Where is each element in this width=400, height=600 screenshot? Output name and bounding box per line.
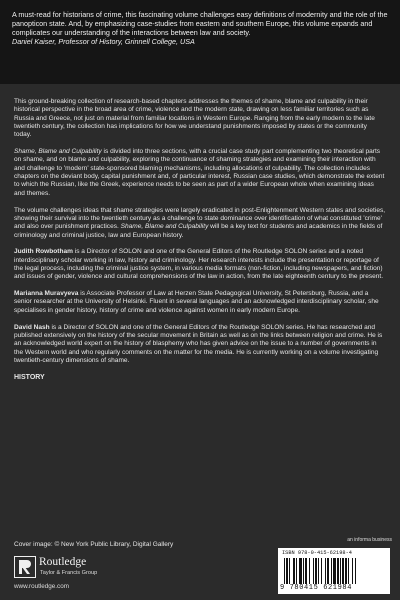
blurb-paragraph-3-start: The volume challenges ideas that shame strategies were largely eradicated in post-Enlightenment Western states and societies, showing their survival into the twentieth century as a challenge to state dominance over identification of what constituted 'crime' and also over punishment practices. bbox=[14, 206, 386, 231]
informa-business: an informa business bbox=[347, 537, 392, 543]
author-bio bbox=[14, 324, 386, 366]
book-title-mention: Shame, Blame and Culpability bbox=[120, 223, 209, 231]
author-bio-text: is a Director of SOLON and one of the General Editors of the Routledge SOLON series. He has researched and published extensively on the history of the secular movement in Britain as well as on the links between religion and crime. He is an acknowledged world expert on the history of blasphemy who has given advice on the issue to a number of governments in the Western world and who regularly comments on the matter for the media. He is currently working on a volume investigating twentieth-century dimensions of shame. bbox=[14, 323, 383, 364]
author-bio bbox=[14, 248, 386, 281]
blurb-paragraph-3-end: will be a key text for students and academics in the fields of criminology and criminal justice, law and European history. bbox=[14, 223, 383, 239]
endorsement-quote: A must-read for historians of crime, this fascinating volume challenges easy definitions of modernity and the role of the panopticon state. And, by emphasizing case-studies from eastern and southern Europe, this volume expands and complicates our understanding of the interactions between law and society. bbox=[12, 10, 388, 38]
isbn: ISBN 978-0-415-62198-4 bbox=[282, 550, 352, 556]
barcode-icon bbox=[282, 558, 386, 584]
author-name: Marianna Muravyeva bbox=[14, 290, 79, 298]
blurb-paragraph-3 bbox=[14, 207, 386, 240]
publisher-group: Taylor & Francis Group bbox=[40, 570, 98, 576]
publisher-website[interactable]: www.routledge.com bbox=[14, 583, 69, 590]
blurb-paragraph-2 bbox=[14, 148, 386, 198]
book-title-mention: Shame, Blame and Culpability bbox=[14, 148, 102, 156]
author-bio-text: is Associate Professor of Law at Herzen State Pedagogical University, St Petersburg, Russia, and a senior researcher at the University of Helsinki. Fluent in several languages and an acknowledged interdisciplinary scholar, she specialises in gender history, history of crime and violence against women in early modern Europe. bbox=[14, 290, 379, 314]
barcode-panel bbox=[278, 548, 390, 594]
endorsement-block bbox=[0, 0, 400, 84]
blurb-paragraph-2-text: is divided into three sections, with a crucial case study part complementing two theoretical parts on shame, and on blame and culpability, exploring the continuance of shaming strategies and examining their interaction with and challenge to 'modern' state-sponsored blaming mechanisms, including allocations of culpability. The collection includes chapters on the deviant body, capital punishment and, of particular interest, Russian case studies, which demonstrate the extent to which the Russian, like the Greek, experience needs to be seen as part of a wider European whole when examining ideas and themes. bbox=[14, 148, 385, 197]
author-name: Judith Rowbotham bbox=[14, 248, 73, 256]
author-bio bbox=[14, 290, 386, 315]
author-name: David Nash bbox=[14, 323, 50, 331]
routledge-logo-icon bbox=[14, 556, 36, 578]
subject-category: HISTORY bbox=[14, 373, 45, 381]
endorsement-attribution: Daniel Kaiser, Professor of History, Grinnell College, USA bbox=[12, 37, 195, 47]
ean-number: 9 780415 621984 bbox=[280, 584, 353, 592]
blurb bbox=[14, 98, 386, 382]
publisher-name: Routledge bbox=[39, 556, 87, 568]
author-bio-text: is a Director of SOLON and one of the General Editors of the Routledge SOLON series and a noted interdisciplinary scholar working in law, history and criminology. Her research interests include the presentation or reportage of the legal process, including the criminal justice system, in various media formats (non-fiction, including newspapers, and fiction) and issues of gender, violence and cultural comprehensions of the law in action, from the late eighteenth century to the present. bbox=[14, 248, 384, 281]
cover-image-credit: Cover image: © New York Public Library, Digital Gallery bbox=[14, 541, 174, 548]
publisher-logo bbox=[14, 555, 134, 581]
blurb-paragraph-1: This ground-breaking collection of research-based chapters addresses the themes of shame, blame and culpability in their historical perspective in the broad area of crime, violence and the modern state, drawing on less familiar territories such as Russia and Greece, not just on material from familiar locations in Western Europe. Ranging from the early modern to the late twentieth century, the collection has implications for how we understand punishments imposed by states or the community today. bbox=[14, 98, 375, 139]
